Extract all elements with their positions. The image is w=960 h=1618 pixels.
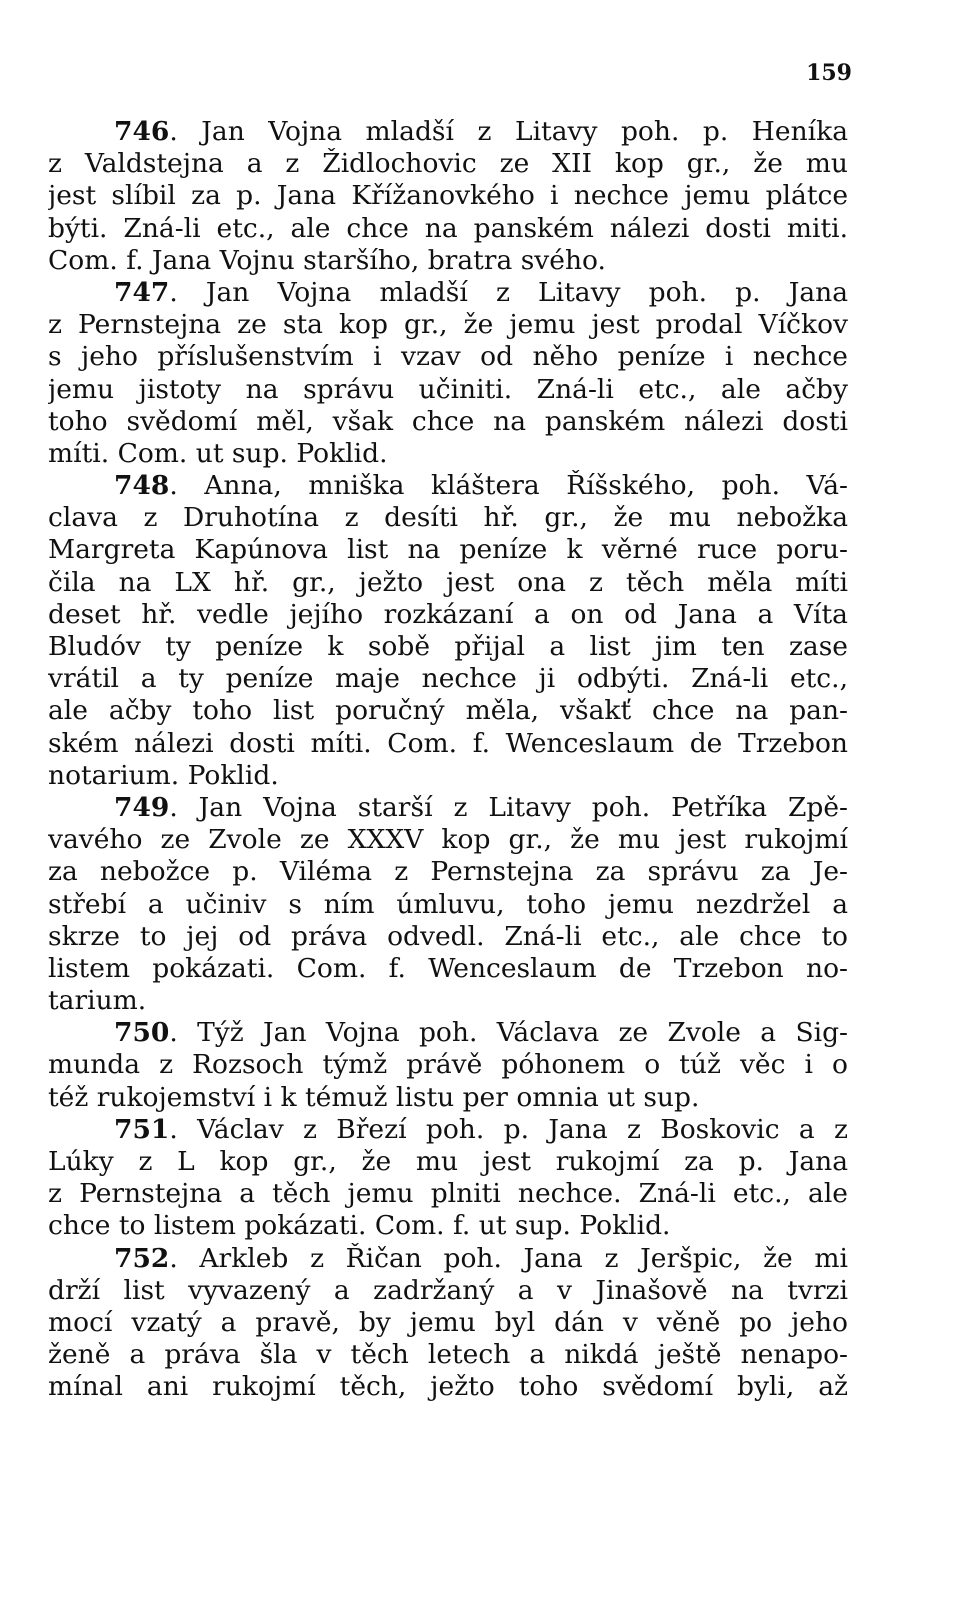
line-text: míti. Com. ut sup. Poklid. (48, 437, 388, 469)
line-text: mocí vzatý a pravě, by jemu byl dán v věně po jeho (48, 1306, 848, 1338)
line-text: . Arkleb z Řičan poh. Jana z Jeršpic, že mi (169, 1242, 848, 1274)
entry-number: 752 (114, 1242, 170, 1274)
line-text: . Anna, mniška kláštera Říšského, poh. Vá- (169, 470, 848, 502)
text-line (48, 695, 848, 727)
entry-number: 750 (114, 1017, 170, 1049)
text-line (48, 1049, 848, 1081)
line-text: jest slíbil za p. Jana Křížanovkého i nechce jemu plátce (48, 180, 848, 212)
text-line (48, 921, 848, 953)
line-text: z Pernstejna ze sta kop gr., že jemu jest prodal Víčkov (48, 309, 848, 341)
entry-start-line (48, 1243, 848, 1275)
line-text: jemu jistoty na správu učiniti. Zná-li etc., ale ačby (48, 373, 848, 405)
entry-number: 751 (114, 1113, 170, 1145)
text-line (48, 148, 848, 180)
line-text: též rukojemství i k témuž listu per omnia ut sup. (48, 1081, 700, 1113)
text-line (48, 567, 848, 599)
text-line (48, 889, 848, 921)
text-line (48, 760, 848, 792)
line-text: Margreta Kapúnova list na peníze k věrné ruce poru- (48, 534, 848, 566)
text-line (48, 1146, 848, 1178)
text-line (48, 856, 848, 888)
entry-number: 748 (114, 470, 170, 502)
line-text: ženě a práva šla v těch letech a nikdá ještě nenapo- (48, 1339, 848, 1371)
text-line (48, 1275, 848, 1307)
entry-start-line (48, 792, 848, 824)
line-text: tarium. (48, 985, 147, 1017)
text-line (48, 985, 848, 1017)
entry-number: 749 (114, 791, 170, 823)
line-text: Bludóv ty peníze k sobě přijal a list jim ten zase (48, 631, 848, 662)
line-text: listem pokázati. Com. f. Wenceslaum de Trzebon no- (48, 952, 848, 984)
line-text: skrze to jej od práva odvedl. Zná-li etc., ale chce to (48, 920, 848, 952)
line-text: vavého ze Zvole ze XXXV kop gr., že mu jest rukojmí (48, 824, 848, 856)
text-line (48, 180, 848, 212)
line-text: mínal ani rukojmí těch, ježto toho svědomí byli, až (48, 1371, 848, 1403)
text-line (48, 1307, 848, 1339)
line-text: Lúky z L kop gr., že mu jest rukojmí za p. Jana (48, 1146, 848, 1177)
line-text: ale ačby toho list poručný měla, všakť chce na pan- (48, 695, 848, 727)
line-text: vrátil a ty peníze maje nechce ji odbýti. Zná-li etc., (48, 663, 848, 695)
text-line (48, 245, 848, 277)
line-text: munda z Rozsoch týmž právě póhonem o túž věc i o (48, 1049, 848, 1081)
line-text: . Václav z Březí poh. p. Jana z Boskovic a z (169, 1113, 848, 1145)
text-line (48, 341, 848, 373)
text-line (48, 374, 848, 406)
text-line (48, 502, 848, 534)
text-line (48, 663, 848, 695)
text-line (48, 309, 848, 341)
line-text: čila na LX hř. gr., ježto jest ona z těch měla míti (48, 566, 848, 598)
entry-number: 746 (114, 116, 170, 147)
text-line (48, 599, 848, 631)
line-text: býti. Zná-li etc., ale chce na panském nálezi dosti miti. (48, 212, 848, 244)
line-text: . Jan Vojna mladší z Litavy poh. p. Jana (169, 276, 848, 308)
line-text: z Pernstejna a těch jemu plniti nechce. Zná-li etc., ale (48, 1178, 848, 1210)
line-text: ském nálezi dosti míti. Com. f. Wenceslaum de Trzebon (48, 727, 848, 759)
line-text: toho svědomí měl, však chce na panském nálezi dosti (48, 405, 848, 437)
entry-start-line (48, 277, 848, 309)
page-number: 159 (806, 60, 852, 86)
entry-number: 747 (114, 276, 170, 308)
text-line (48, 1210, 848, 1242)
text-line (48, 631, 848, 663)
text-line (48, 534, 848, 566)
entry-start-line (48, 1017, 848, 1049)
text-line (48, 1339, 848, 1371)
text-line (48, 1371, 848, 1403)
text-line (48, 824, 848, 856)
line-text: . Jan Vojna mladší z Litavy poh. p. Heníka (169, 116, 848, 147)
text-line (48, 438, 848, 470)
text-line (48, 1082, 848, 1114)
line-text: clava z Druhotína z desíti hř. gr., že mu nebožka (48, 502, 848, 534)
line-text: notarium. Poklid. (48, 759, 279, 791)
entry-start-line (48, 1114, 848, 1146)
line-text: . Jan Vojna starší z Litavy poh. Petříka Zpě- (169, 791, 848, 823)
line-text: střebí a učiniv s ním úmluvu, toho jemu nezdržel a (48, 888, 848, 920)
text-line (48, 406, 848, 438)
line-text: za nebožce p. Viléma z Pernstejna za správu za Je- (48, 856, 848, 888)
entry-start-line (48, 116, 848, 148)
text-block (48, 116, 848, 1404)
text-line (48, 1178, 848, 1210)
line-text: drží list vyvazený a zadržaný a v Jinašově na tvrzi (48, 1274, 848, 1306)
line-text: chce to listem pokázati. Com. f. ut sup. Poklid. (48, 1210, 671, 1242)
line-text: . Týž Jan Vojna poh. Václava ze Zvole a Sig- (169, 1017, 848, 1049)
line-text: deset hř. vedle jejího rozkázaní a on od Jana a Víta (48, 598, 848, 630)
line-text: Com. f. Jana Vojnu staršího, bratra svého. (48, 244, 606, 276)
text-line (48, 953, 848, 985)
text-line (48, 728, 848, 760)
line-text: z Valdstejna a z Židlochovic ze XII kop gr., že mu (48, 148, 848, 180)
text-line (48, 213, 848, 245)
entry-start-line (48, 470, 848, 502)
line-text: s jeho příslušenstvím i vzav od něho peníze i nechce (48, 341, 848, 373)
